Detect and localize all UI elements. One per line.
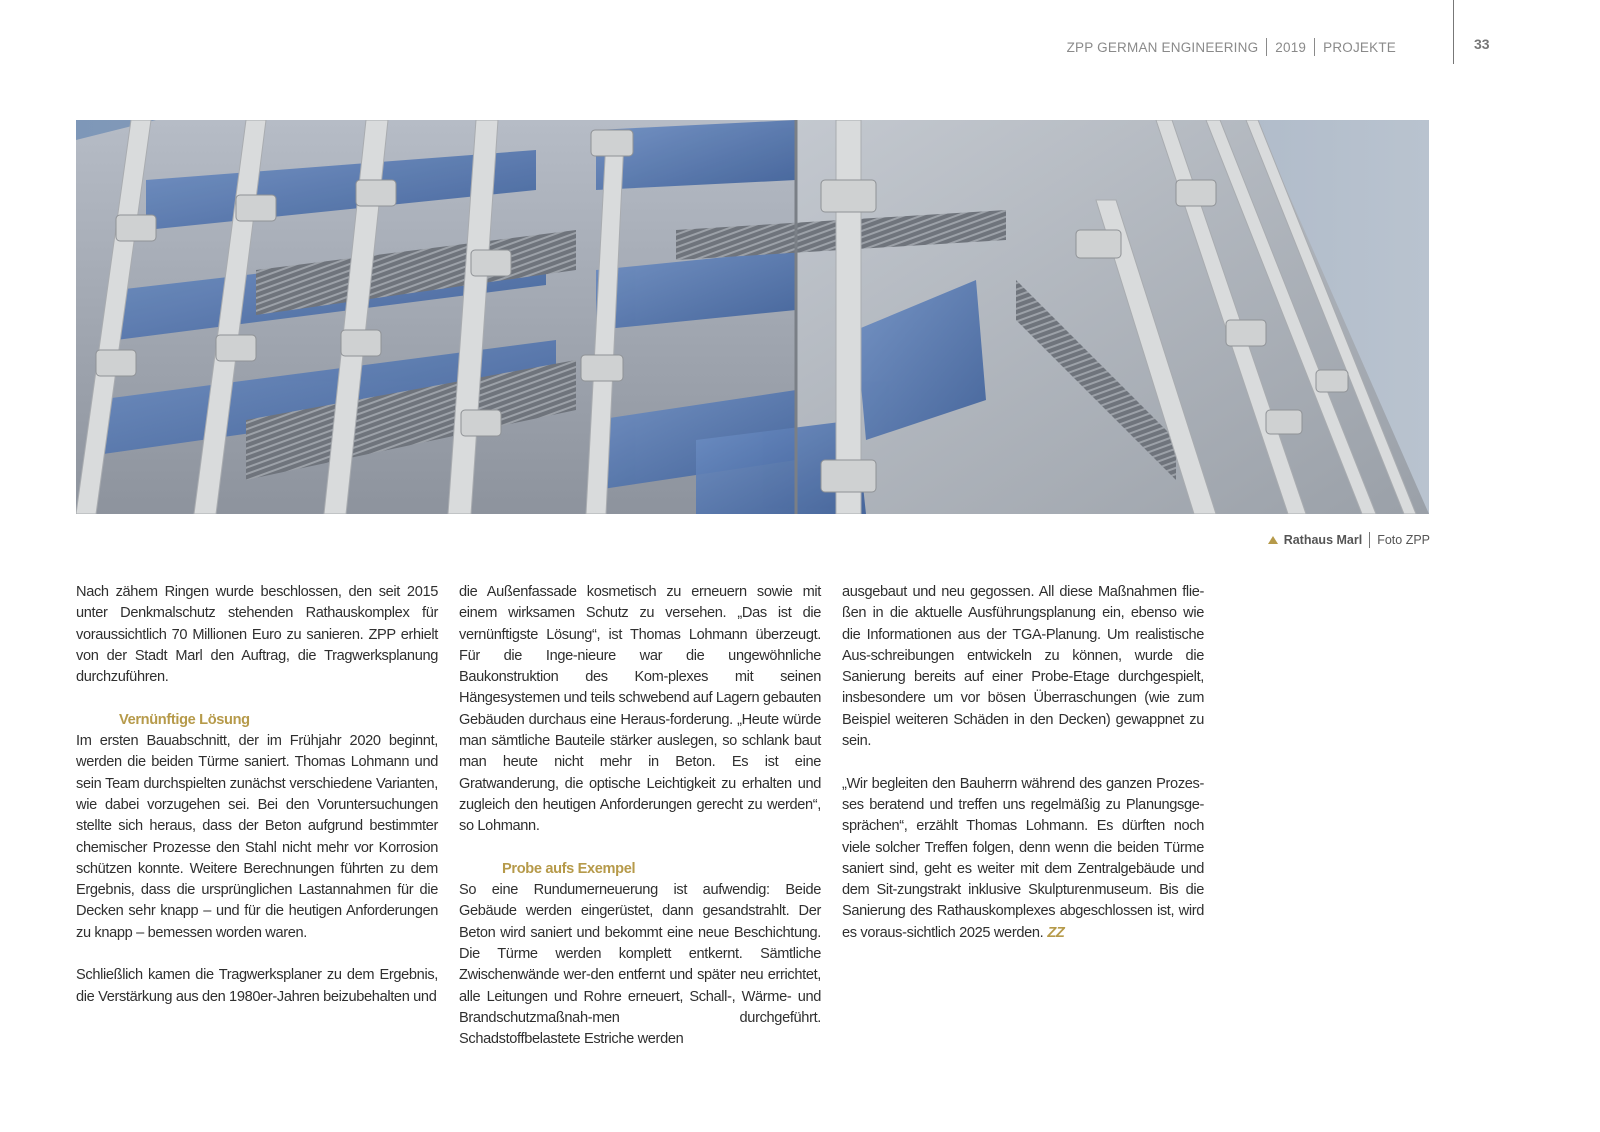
caption-title: Rathaus Marl xyxy=(1283,533,1363,547)
header-vertical-rule xyxy=(1453,0,1454,64)
subheading: Vernünftige Lösung xyxy=(119,711,250,728)
running-header xyxy=(1067,38,1396,56)
paragraph-final xyxy=(842,774,1204,944)
page-number: 33 xyxy=(1474,36,1490,52)
paragraph: So eine Rundumerneuerung ist aufwendig: Beide Gebäude werden eingerüstet, dann gesandstrahlt. Der Beton wird saniert und bekommt eine neue Beschichtung. Die Türme werden komplett entkernt. Sämtliche Zwischenwände wer-den entfernt und später neu errichtet, alle Leitungen und Rohre erneuert, Schall-, Wärme- und Brandschutzmaßnah-men durchgeführt. Schadstoffbelastete Estriche werden xyxy=(459,882,821,1048)
paragraph: Nach zähem Ringen wurde beschlossen, den seit 2015 unter Denkmalschutz stehenden Rathauskomplex für voraussichtlich 70 Millionen Euro zu sanieren. ZPP erhielt von der Stadt Marl den Auftrag, die Tragwerksplanung durchzuführen. xyxy=(76,584,438,686)
caption-divider xyxy=(1369,532,1370,548)
article-column-2 xyxy=(459,582,821,1051)
paragraph: Schließlich kamen die Tragwerksplaner zu dem Ergebnis, die Verstärkung aus den 1980er-Jahren beizubehalten und xyxy=(76,967,438,1005)
paragraph: die Außenfassade kosmetisch zu erneuern sowie mit einem wirksamen Schutz zu versehen. „Das ist die vernünftigste Lösung“, ist Thomas Lohmann überzeugt. Für die Inge-nieure war die ungewöhnliche Baukonstruktion des Kom-plexes mit seinen Hängesystemen und teils schwebend auf Lagern gebauten Gebäuden durchaus eine Heraus-forderung. „Heute würde man sämtliche Bauteile stärker auslegen, so schlank baut man heute nicht mehr in Beton. Es ist eine Gratwanderung, die optische Leichtigkeit zu erhalten und zugleich den heutigen Anforderungen gerecht zu werden“, so Lohmann. xyxy=(459,584,821,835)
article-column-3 xyxy=(842,582,1204,944)
building-facade-photo xyxy=(76,120,1429,514)
subheading: Probe aufs Exempel xyxy=(502,860,636,877)
publication-name: ZPP GERMAN ENGINEERING xyxy=(1066,39,1259,55)
publication-year: 2019 xyxy=(1275,39,1307,55)
photo-caption xyxy=(1268,532,1430,548)
caption-credit: Foto ZPP xyxy=(1377,533,1430,547)
header-divider xyxy=(1314,38,1315,56)
paragraph: Im ersten Bauabschnitt, der im Frühjahr 2020 beginnt, werden die beiden Türme saniert. Thomas Lohmann und sein Team durchspielten zunächst verschiedene Varianten, wie dabei vorzugehen sei. Bei den Voruntersuchungen stellte sich heraus, dass der Beton aufgrund bestimmter chemischer Prozesse den Stahl nicht mehr vor Korrosion schützen konnte. Weitere Berechnungen führten zu dem Ergebnis, dass die ursprünglichen Lastannahmen für die Decken sehr knapp – und für die heutigen Anforderungen zu knapp – bemessen worden waren. xyxy=(76,733,438,941)
article-column-1 xyxy=(76,582,438,1008)
header-divider xyxy=(1266,38,1267,56)
triangle-up-icon xyxy=(1268,536,1278,544)
section-name: PROJEKTE xyxy=(1323,39,1396,55)
paragraph: ausgebaut und neu gegossen. All diese Maßnahmen flie-ßen in die aktuelle Ausführungsplanung ein, ebenso wie die Informationen aus der TGA-Planung. Um realistische Aus-schreibungen entwickeln zu können, wurde die Sanierung bereits auf einer Probe-Etage durchgespielt, insbesondere um vor bösen Überraschungen (wie zum Beispiel weiteren Schäden in den Decken) gewappnet zu sein. xyxy=(842,584,1204,750)
paragraph-text: „Wir begleiten den Bauherrn während des ganzen Prozes-ses beratend und treffen uns regelmäßig zu Planungsge-sprächen“, erzählt Thomas Lohmann. Es dürften noch viele solcher Treffen folgen, denn wenn die beiden Türme saniert sind, geht es weiter mit dem Zentralgebäude und dem Sit-zungstrakt inklusive Skulpturenmuseum. Bis die Sanierung des Rathauskomplexes abgeschlossen ist, wird es voraus-sichtlich 2025 werden. xyxy=(842,775,1204,941)
end-mark-icon: ZZ xyxy=(1047,924,1065,941)
